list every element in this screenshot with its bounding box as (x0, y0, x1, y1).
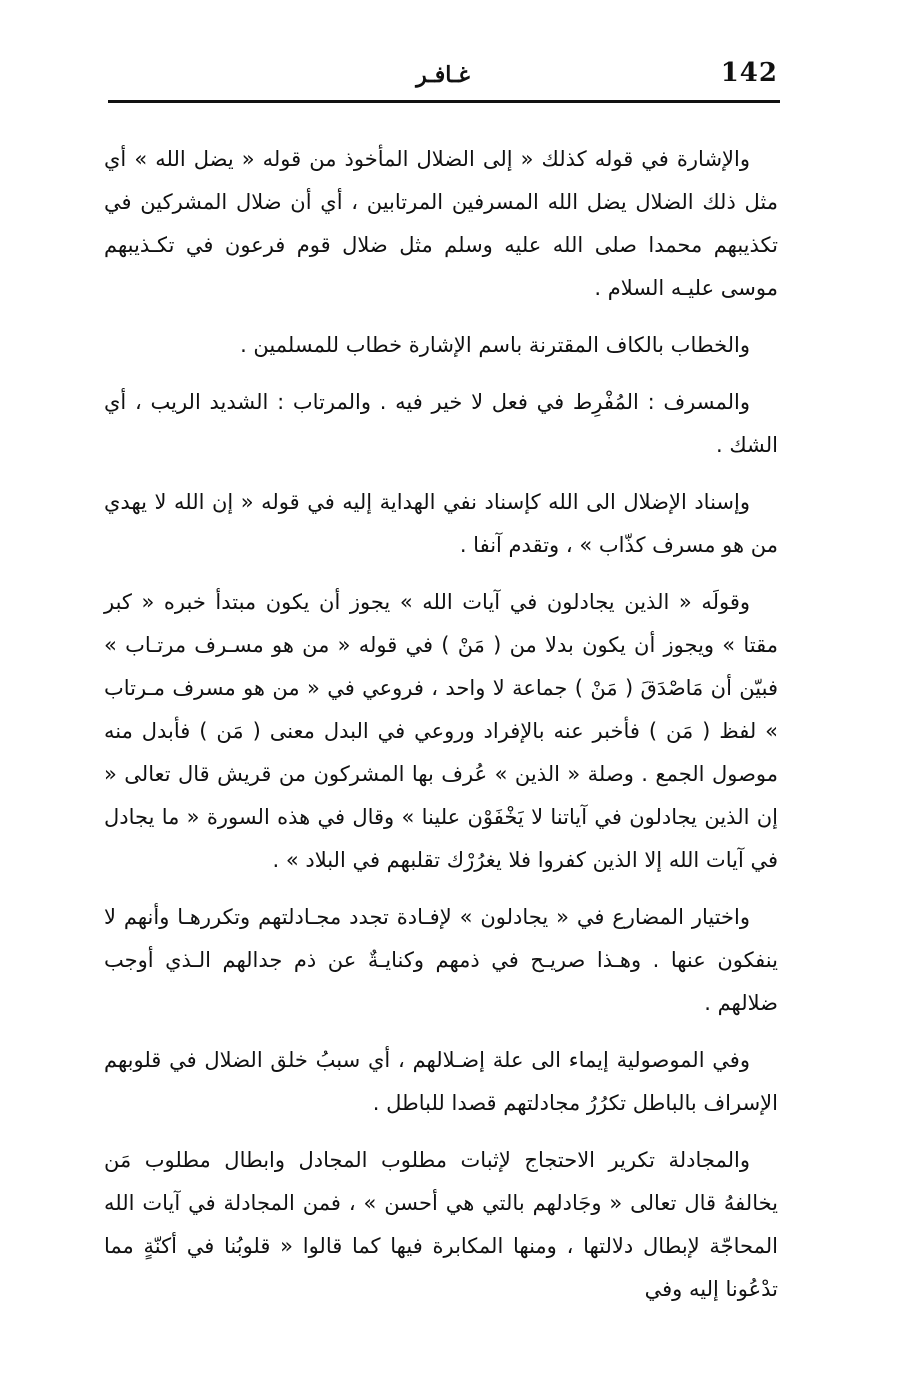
paragraph: واختيار المضارع في « يجادلون » لإفـادة تجدد مجـادلتهم وتكررهـا وأنهم لا ينفكون عنها . وهـذا صريـح في ذمهم وكنايـةٌ عن ذم جدالهم الـذي أوجب ضلالهم . (104, 905, 778, 1015)
paragraph: وإسناد الإضلال الى الله كإسناد نفي الهداية إليه في قوله « إن الله لا يهدي من هو مسرف كذّاب » ، وتقدم آنفا . (104, 490, 778, 557)
running-title: غـافـر (416, 62, 470, 88)
header-rule (108, 100, 780, 103)
paragraph: والمسرف : المُفْرِط في فعل لا خير فيه . والمرتاب : الشديد الريب ، أي الشك . (104, 390, 778, 457)
paragraph: وقولَه « الذين يجادلون في آيات الله » يجوز أن يكون مبتدأ خبره « كبر مقتا » ويجوز أن يكون بدلا من ( مَنْ ) في قوله « من هو مسـرف مرتـاب » فبيّن أن مَاصْدَقَ ( مَنْ ) جماعة لا واحد ، فروعي في « من هو مسرف مـرتاب » لفظ ( مَن ) فأخبر عنه بالإفراد وروعي في البدل معنى ( مَن ) فأبدل منه موصول الجمع . وصلة « الذين » عُرف بها المشركون من قريش قال تعالى « إن الذين يجادلون في آياتنا لا يَخْفَوْن علينا » وقال في هذه السورة « ما يجادل في آيات الله إلا الذين كفروا فلا يغرُرْك تقلبهم في البلاد » . (104, 590, 778, 872)
page-header (108, 58, 778, 102)
paragraph: والإشارة في قوله كذلك « إلى الضلال المأخوذ من قوله « يضل الله » أي مثل ذلك الضلال يضل الله المسرفين المرتابين ، أي أن ضلال المشركين في تكذيبهم محمدا صلى الله عليه وسلم مثل ضلال قوم فرعون في تكـذيبهم موسى عليـه السلام . (104, 147, 778, 300)
page-number: 142 (720, 58, 778, 88)
paragraph: والمجادلة تكرير الاحتجاج لإثبات مطلوب المجادل وابطال مطلوب مَن يخالفهُ قال تعالى « وجَادلهم بالتي هي أحسن » ، فمن المجادلة في آيات الله المحاجّة لإبطال دلالتها ، ومنها المكابرة فيها كما قالوا « قلوبُنا في أكنّةٍ مما تدْعُونا إليه وفي (104, 1148, 778, 1301)
paragraph: وفي الموصولية إيماء الى علة إضـلالهم ، أي سببُ خلق الضلال في قلوبهم الإسراف بالباطل تكرُرُ مجادلتهم قصدا للباطل . (104, 1048, 778, 1115)
body-text (104, 138, 778, 1325)
paragraph: والخطاب بالكاف المقترنة باسم الإشارة خطاب للمسلمين . (240, 333, 750, 357)
